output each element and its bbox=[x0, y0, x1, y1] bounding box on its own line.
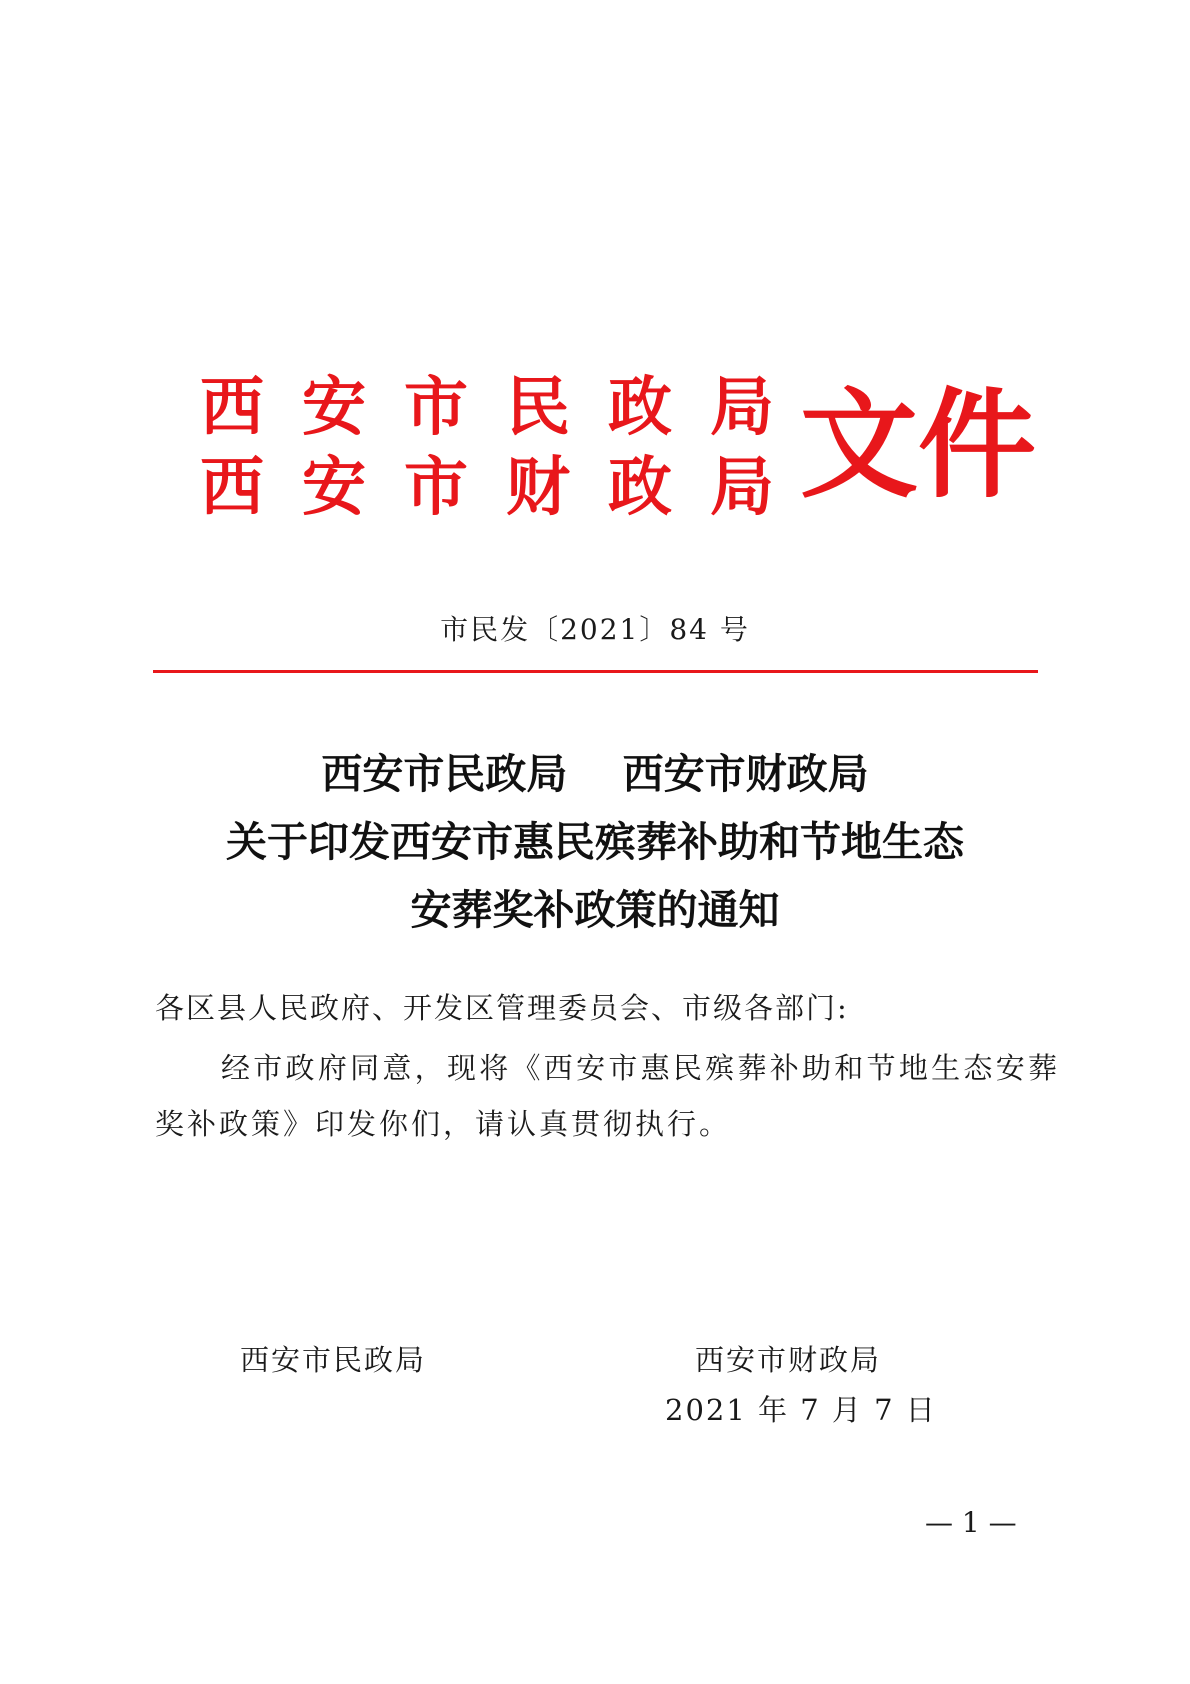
document-type-label: 文件 bbox=[800, 375, 1037, 514]
signature-date: 2021 年 7 月 7 日 bbox=[665, 1393, 937, 1427]
signature-finance: 西安市财政局 bbox=[695, 1343, 882, 1377]
document-number: 市民发〔2021〕84 号 bbox=[440, 613, 750, 646]
title-line-3: 安葬奖补政策的通知 bbox=[410, 886, 780, 934]
signature-civil-affairs: 西安市民政局 bbox=[240, 1343, 427, 1377]
document-title bbox=[0, 740, 1190, 944]
page-number: — 1 — bbox=[925, 1506, 1017, 1539]
salutation: 各区县人民政府、开发区管理委员会、市级各部门: bbox=[155, 991, 849, 1025]
red-separator-line bbox=[153, 670, 1038, 673]
issuer-name-finance: 西安市财政局 bbox=[200, 450, 812, 525]
document-header bbox=[200, 370, 1037, 540]
title-line-1: 西安市民政局 西安市财政局 bbox=[321, 750, 869, 798]
title-line-2: 关于印发西安市惠民殡葬补助和节地生态 bbox=[226, 818, 964, 866]
issuer-name-civil-affairs: 西安市民政局 bbox=[200, 370, 812, 445]
body-paragraph: 经市政府同意，现将《西安市惠民殡葬补助和节地生态安葬奖补政策》印发你们，请认真贯彻执行。 bbox=[155, 1051, 1060, 1141]
